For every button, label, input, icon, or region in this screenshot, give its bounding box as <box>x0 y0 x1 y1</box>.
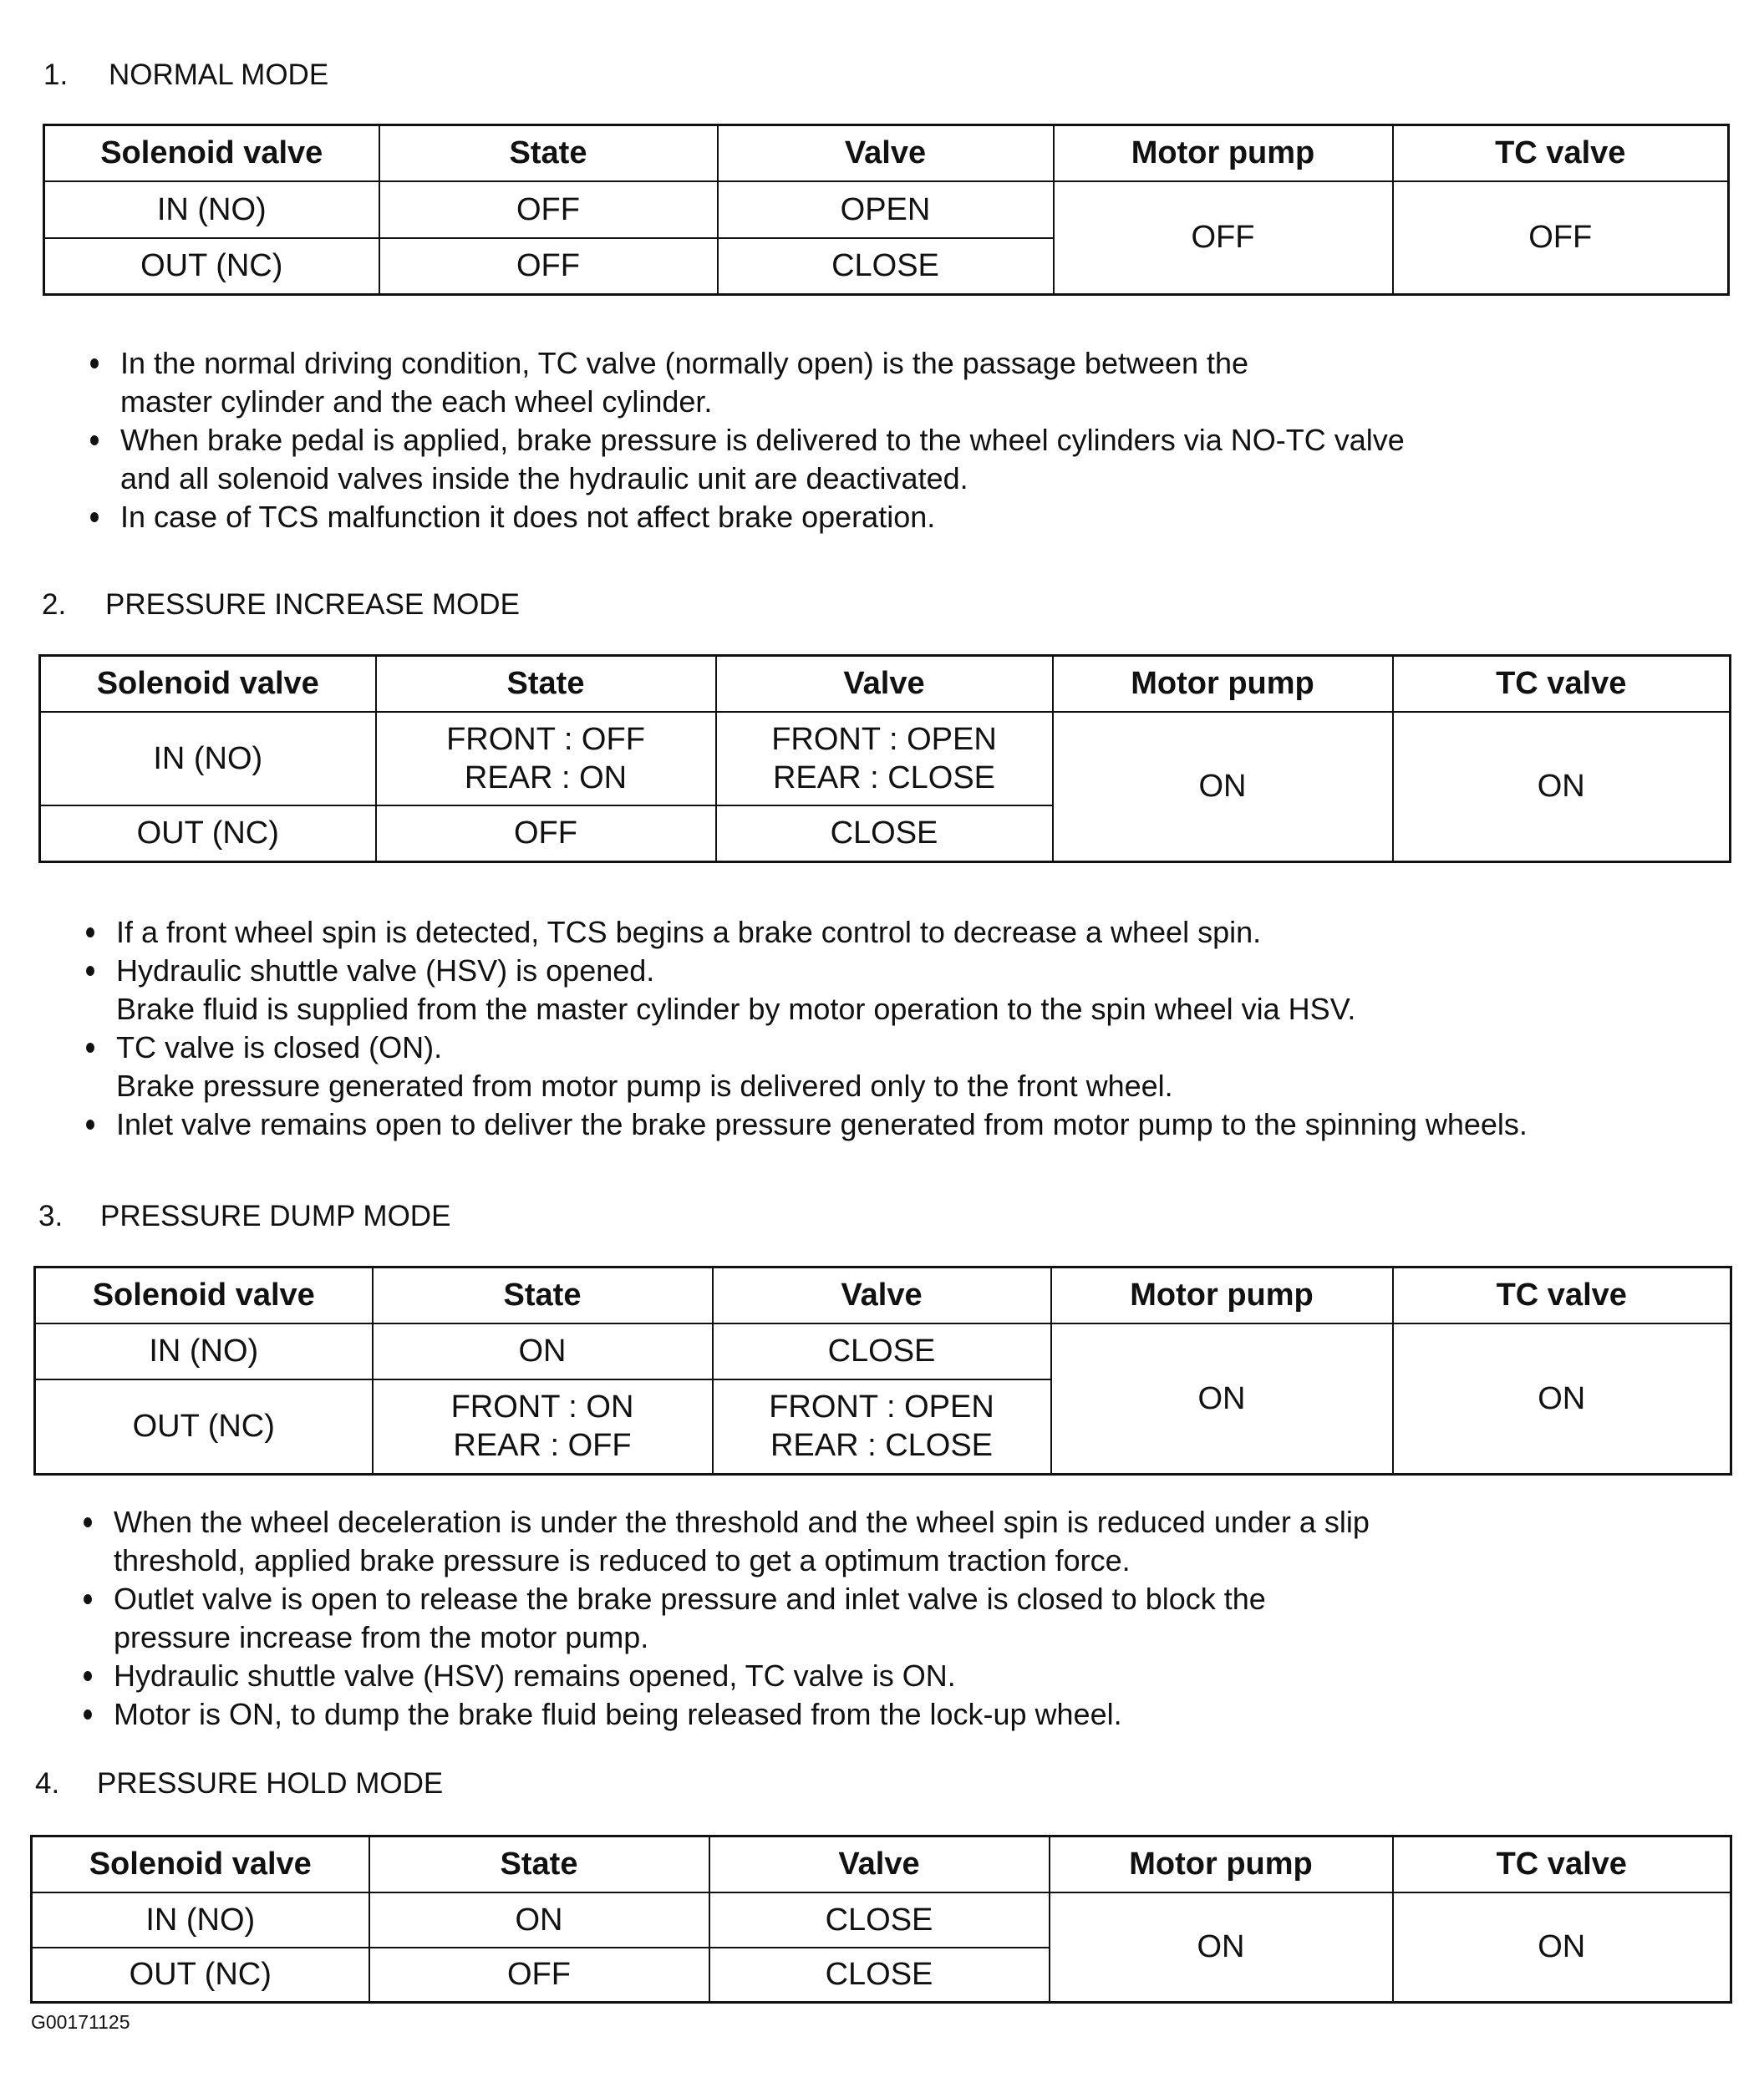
col-header-solenoid-valve: Solenoid valve <box>40 656 376 712</box>
valve-cell: CLOSE <box>709 1892 1050 1948</box>
tc-valve-cell: ON <box>1393 712 1731 862</box>
tc-valve-cell: ON <box>1393 1323 1731 1475</box>
section-title: PRESSURE DUMP MODE <box>100 1200 451 1232</box>
solenoid-cell: IN (NO) <box>35 1323 373 1379</box>
col-header-valve: Valve <box>713 1267 1051 1323</box>
section-number: 3. <box>38 1200 64 1232</box>
list-item: When the wheel deceleration is under the threshold and the wheel spin is reduced under a slip threshold, applied brake pressure is reduced to get a optimum traction force. <box>84 1503 1370 1580</box>
valve-cell: FRONT : OPEN REAR : CLOSE <box>713 1379 1051 1475</box>
list-item: Motor is ON, to dump the brake fluid being released from the lock-up wheel. <box>84 1695 1370 1734</box>
col-header-solenoid-valve: Solenoid valve <box>44 125 379 181</box>
table-row <box>44 181 1729 238</box>
section-number: 4. <box>35 1767 60 1800</box>
col-header-tc-valve: TC valve <box>1393 125 1729 181</box>
bullet-icon <box>86 1043 94 1053</box>
solenoid-cell: OUT (NC) <box>32 1948 369 2003</box>
section-number: 1. <box>43 58 69 91</box>
col-header-solenoid-valve: Solenoid valve <box>32 1836 369 1892</box>
list-item: Outlet valve is open to release the brake pressure and inlet valve is closed to block the pressure increase from the motor pump. <box>84 1580 1370 1657</box>
motor-pump-cell: ON <box>1050 1892 1393 2003</box>
col-header-motor-pump: Motor pump <box>1053 656 1393 712</box>
figure-id: G00171125 <box>31 2011 130 2033</box>
list-item: In the normal driving condition, TC valve (normally open) is the passage between the master cylinder and the each wheel cylinder. <box>90 344 1405 421</box>
col-header-valve: Valve <box>718 125 1054 181</box>
bullet-icon <box>86 1120 94 1130</box>
section-number: 2. <box>42 588 67 621</box>
state-cell: OFF <box>376 805 716 862</box>
bullet-icon <box>86 966 94 976</box>
bullet-icon <box>90 435 99 445</box>
normal-mode-table <box>43 124 1730 296</box>
state-cell: FRONT : ON REAR : OFF <box>373 1379 713 1475</box>
bullet-icon <box>84 1709 92 1720</box>
list-item: Inlet valve remains open to deliver the brake pressure generated from motor pump to the spinning wheels. <box>86 1105 1528 1144</box>
col-header-state: State <box>376 656 716 712</box>
bullet-icon <box>86 927 94 937</box>
tc-valve-cell: OFF <box>1393 181 1729 295</box>
state-cell: OFF <box>369 1948 709 2003</box>
state-cell: ON <box>373 1323 713 1379</box>
motor-pump-cell: ON <box>1051 1323 1393 1475</box>
bullet-icon <box>84 1594 92 1604</box>
col-header-solenoid-valve: Solenoid valve <box>35 1267 373 1323</box>
state-cell: OFF <box>379 181 718 238</box>
col-header-state: State <box>373 1267 713 1323</box>
col-header-motor-pump: Motor pump <box>1054 125 1393 181</box>
state-cell: OFF <box>379 238 718 295</box>
tc-valve-cell: ON <box>1393 1892 1731 2003</box>
list-item: Hydraulic shuttle valve (HSV) is opened. Brake fluid is supplied from the master cylinder by motor operation to the spin wheel via HSV. <box>86 952 1528 1029</box>
pressure-increase-mode-notes <box>86 913 1528 1144</box>
pressure-dump-mode-notes <box>84 1503 1370 1734</box>
list-item: Hydraulic shuttle valve (HSV) remains opened, TC valve is ON. <box>84 1657 1370 1695</box>
table-row <box>35 1323 1731 1379</box>
solenoid-cell: OUT (NC) <box>40 805 376 862</box>
col-header-motor-pump: Motor pump <box>1050 1836 1393 1892</box>
valve-cell: OPEN <box>718 181 1054 238</box>
list-item: In case of TCS malfunction it does not affect brake operation. <box>90 498 1405 536</box>
col-header-tc-valve: TC valve <box>1393 1836 1731 1892</box>
bullet-icon <box>90 358 99 368</box>
valve-cell: FRONT : OPEN REAR : CLOSE <box>716 712 1053 805</box>
bullet-icon <box>84 1517 92 1527</box>
bullet-icon <box>84 1671 92 1681</box>
solenoid-cell: IN (NO) <box>40 712 376 805</box>
solenoid-cell: OUT (NC) <box>44 238 379 295</box>
valve-cell: CLOSE <box>713 1323 1051 1379</box>
solenoid-cell: IN (NO) <box>44 181 379 238</box>
motor-pump-cell: ON <box>1053 712 1393 862</box>
list-item: When brake pedal is applied, brake pressure is delivered to the wheel cylinders via NO-TC valve and all solenoid valves inside the hydraulic unit are deactivated. <box>90 421 1405 498</box>
col-header-valve: Valve <box>709 1836 1050 1892</box>
valve-cell: CLOSE <box>709 1948 1050 2003</box>
section-title: PRESSURE INCREASE MODE <box>105 588 520 621</box>
col-header-state: State <box>369 1836 709 1892</box>
normal-mode-notes <box>90 344 1405 536</box>
valve-cell: CLOSE <box>718 238 1054 295</box>
section-title: PRESSURE HOLD MODE <box>97 1767 444 1800</box>
col-header-state: State <box>379 125 718 181</box>
pressure-increase-mode-table <box>38 654 1731 863</box>
list-item: TC valve is closed (ON). Brake pressure generated from motor pump is delivered only to the front wheel. <box>86 1029 1528 1105</box>
col-header-tc-valve: TC valve <box>1393 1267 1731 1323</box>
bullet-icon <box>90 512 99 522</box>
motor-pump-cell: OFF <box>1054 181 1393 295</box>
col-header-motor-pump: Motor pump <box>1051 1267 1393 1323</box>
section-title: NORMAL MODE <box>109 58 329 91</box>
state-cell: ON <box>369 1892 709 1948</box>
pressure-dump-mode-table <box>33 1266 1732 1476</box>
col-header-valve: Valve <box>716 656 1053 712</box>
valve-cell: CLOSE <box>716 805 1053 862</box>
solenoid-cell: OUT (NC) <box>35 1379 373 1475</box>
table-row <box>40 712 1731 805</box>
solenoid-cell: IN (NO) <box>32 1892 369 1948</box>
list-item: If a front wheel spin is detected, TCS begins a brake control to decrease a wheel spin. <box>86 913 1528 952</box>
pressure-hold-mode-table <box>30 1835 1732 2004</box>
col-header-tc-valve: TC valve <box>1393 656 1731 712</box>
table-row <box>32 1892 1731 1948</box>
state-cell: FRONT : OFF REAR : ON <box>376 712 716 805</box>
